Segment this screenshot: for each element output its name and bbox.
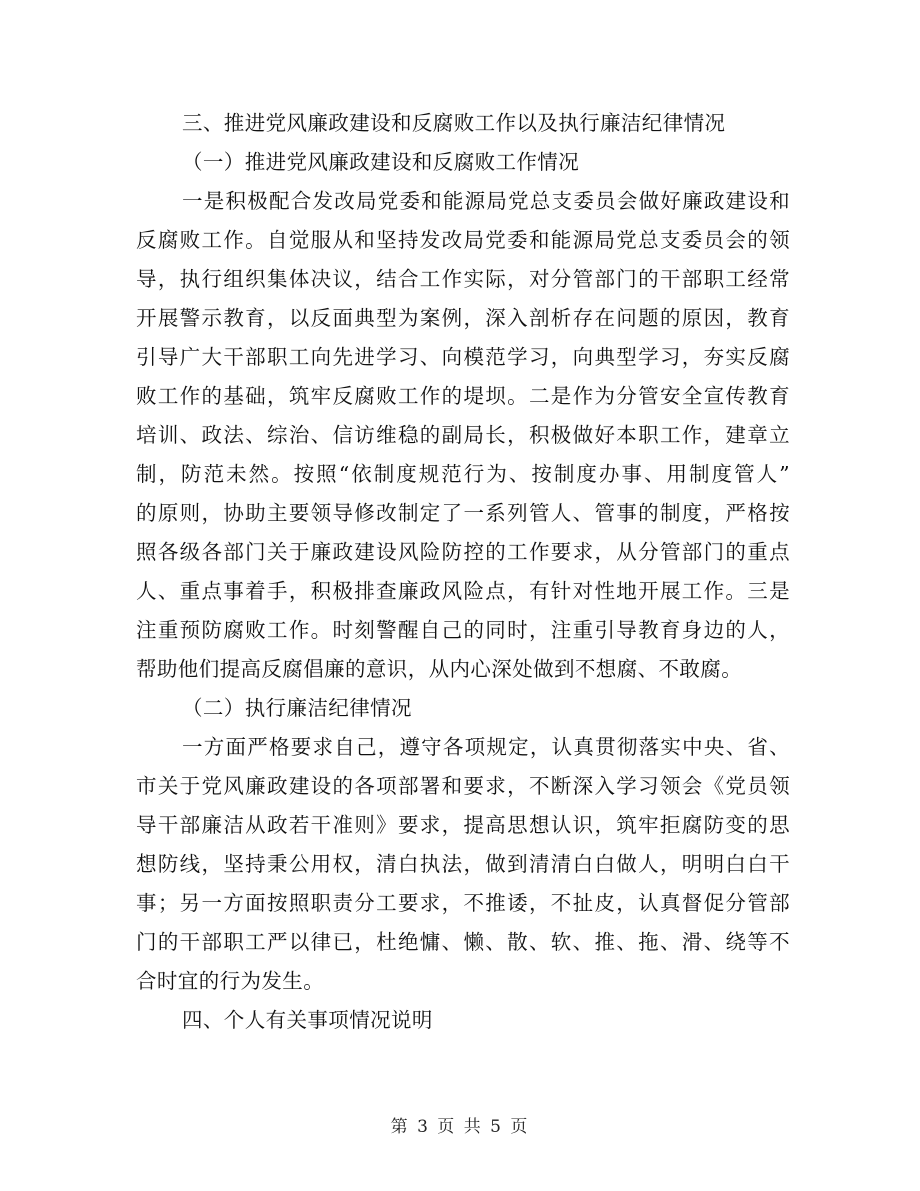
text-line: 导，执行组织集体决议，结合工作实际，对分管部门的干部职工经常 <box>136 267 790 291</box>
text-line: 培训、政法、综治、信访维稳的副局长，积极做好本职工作，建章立 <box>136 423 790 447</box>
text-line: 市关于党风廉政建设的各项部署和要求，不断深入学习领会《党员领 <box>136 774 790 798</box>
text-line: 开展警示教育，以反面典型为案例，深入剖析存在问题的原因，教育 <box>136 306 790 330</box>
document-body <box>136 104 790 1040</box>
text-line: （二）执行廉洁纪律情况 <box>182 696 412 720</box>
text-line: 四、个人有关事项情况说明 <box>182 1008 433 1032</box>
text-line: 引导广大干部职工向先进学习、向模范学习，向典型学习，夯实反腐 <box>136 345 790 369</box>
text-line: 人、重点事着手，积极排查廉政风险点，有针对性地开展工作。三是 <box>136 579 790 603</box>
text-line: 反腐败工作。自觉服从和坚持发改局党委和能源局党总支委员会的领 <box>136 228 790 252</box>
page-number-footer: 第 3 页 共 5 页 <box>390 1117 530 1137</box>
text-line: 想防线，坚持秉公用权，清白执法，做到清清白白做人，明明白白干 <box>136 852 790 876</box>
text-line: 败工作的基础，筑牢反腐败工作的堤坝。二是作为分管安全宣传教育 <box>136 384 790 408</box>
text-line: 制，防范未然。按照“依制度规范行为、按制度办事、用制度管人” <box>136 462 790 486</box>
text-line: 一是积极配合发改局党委和能源局党总支委员会做好廉政建设和 <box>182 189 790 213</box>
text-line: 注重预防腐败工作。时刻警醒自己的同时，注重引导教育身边的人， <box>136 618 790 642</box>
text-line: 三、推进党风廉政建设和反腐败工作以及执行廉洁纪律情况 <box>182 111 726 135</box>
text-line: 照各级各部门关于廉政建设风险防控的工作要求，从分管部门的重点 <box>136 540 790 564</box>
text-line: 帮助他们提高反腐倡廉的意识，从内心深处做到不想腐、不敢腐。 <box>136 657 743 681</box>
text-line: 事；另一方面按照职责分工要求，不推诿，不扯皮，认真督促分管部 <box>136 891 790 915</box>
text-line: 门的干部职工严以律已，杜绝慵、懒、散、软、推、拖、滑、绕等不 <box>136 930 790 954</box>
text-line: （一）推进党风廉政建设和反腐败工作情况 <box>182 150 580 174</box>
text-line: 的原则，协助主要领导修改制定了一系列管人、管事的制度，严格按 <box>136 501 790 525</box>
text-line: 一方面严格要求自己，遵守各项规定，认真贯彻落实中央、省、 <box>182 735 790 759</box>
text-line: 导干部廉洁从政若干准则》要求，提高思想认识，筑牢拒腐防变的思 <box>136 813 790 837</box>
text-line: 合时宜的行为发生。 <box>136 969 325 993</box>
